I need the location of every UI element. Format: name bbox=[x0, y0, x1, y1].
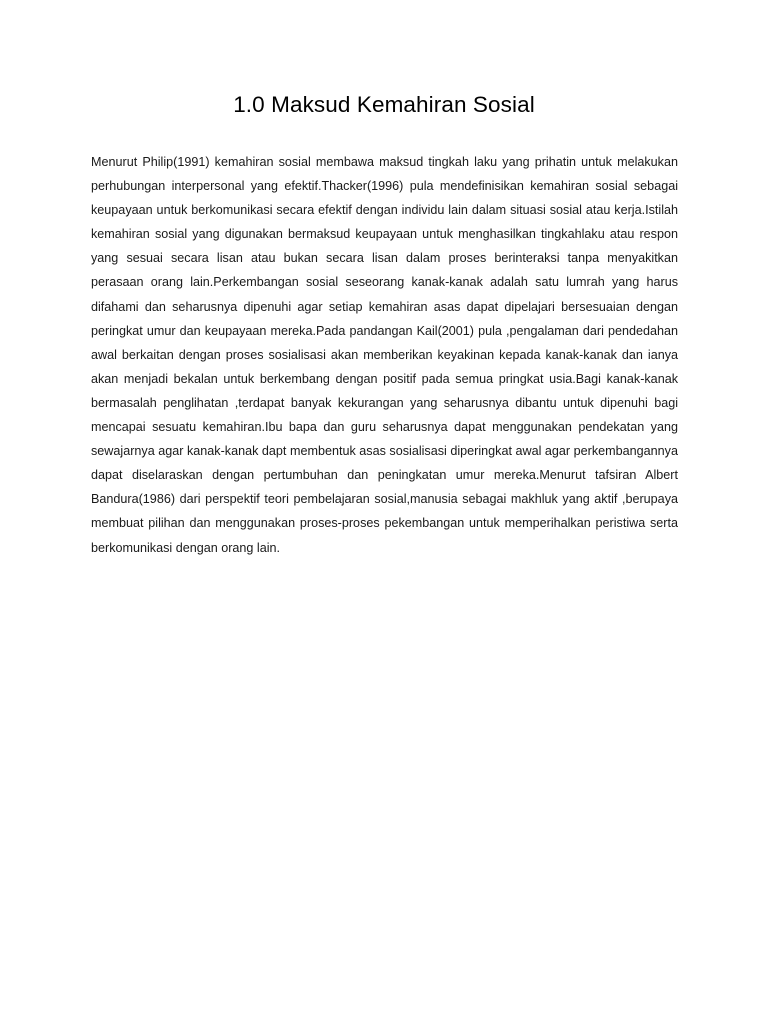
page-title: 1.0 Maksud Kemahiran Sosial bbox=[233, 92, 535, 117]
body-paragraph: Menurut Philip(1991) kemahiran sosial membawa maksud tingkah laku yang prihatin untuk melakukan perhubungan interpersonal yang efektif.Thacker(1996) pula mendefinisikan kemahiran sosial sebagai keupayaan untuk berkomunikasi secara efektif dengan individu lain dalam situasi sosial atau kerja.Istilah kemahiran sosial yang digunakan bermaksud keupayaan untuk menghasilkan tingkahlaku atau respon yang sesuai secara lisan atau bukan secara lisan dalam proses berinteraksi tanpa menyakitkan perasaan orang lain.Perkembangan sosial seseorang kanak-kanak adalah satu lumrah yang harus difahami dan seharusnya dipenuhi agar setiap kemahiran asas dapat dipelajari bersesuaian dengan peringkat umur dan keupayaan mereka.Pada pandangan Kail(2001) pula ,pengalaman dari pendedahan awal berkaitan dengan proses sosialisasi akan memberikan keyakinan kepada kanak-kanak dan ianya akan menjadi bekalan untuk berkembang dengan positif pada semua pringkat usia.Bagi kanak-kanak bermasalah penglihatan ,terdapat banyak kekurangan yang seharusnya dibantu untuk dipenuhi bagi mencapai sesuatu kemahiran.Ibu bapa dan guru seharusnya dapat menggunakan pendekatan yang sewajarnya agar kanak-kanak dapt membentuk asas sosialisasi diperingkat awal agar perkembangannya dapat diselaraskan dengan pertumbuhan dan peningkatan umur mereka.Menurut tafsiran Albert Bandura(1986) dari perspektif teori pembelajaran sosial,manusia sebagai makhluk yang aktif ,berupaya membuat pilihan dan menggunakan proses-proses pekembangan untuk memperihalkan peristiwa serta berkomunikasi dengan orang lain. bbox=[91, 155, 678, 555]
